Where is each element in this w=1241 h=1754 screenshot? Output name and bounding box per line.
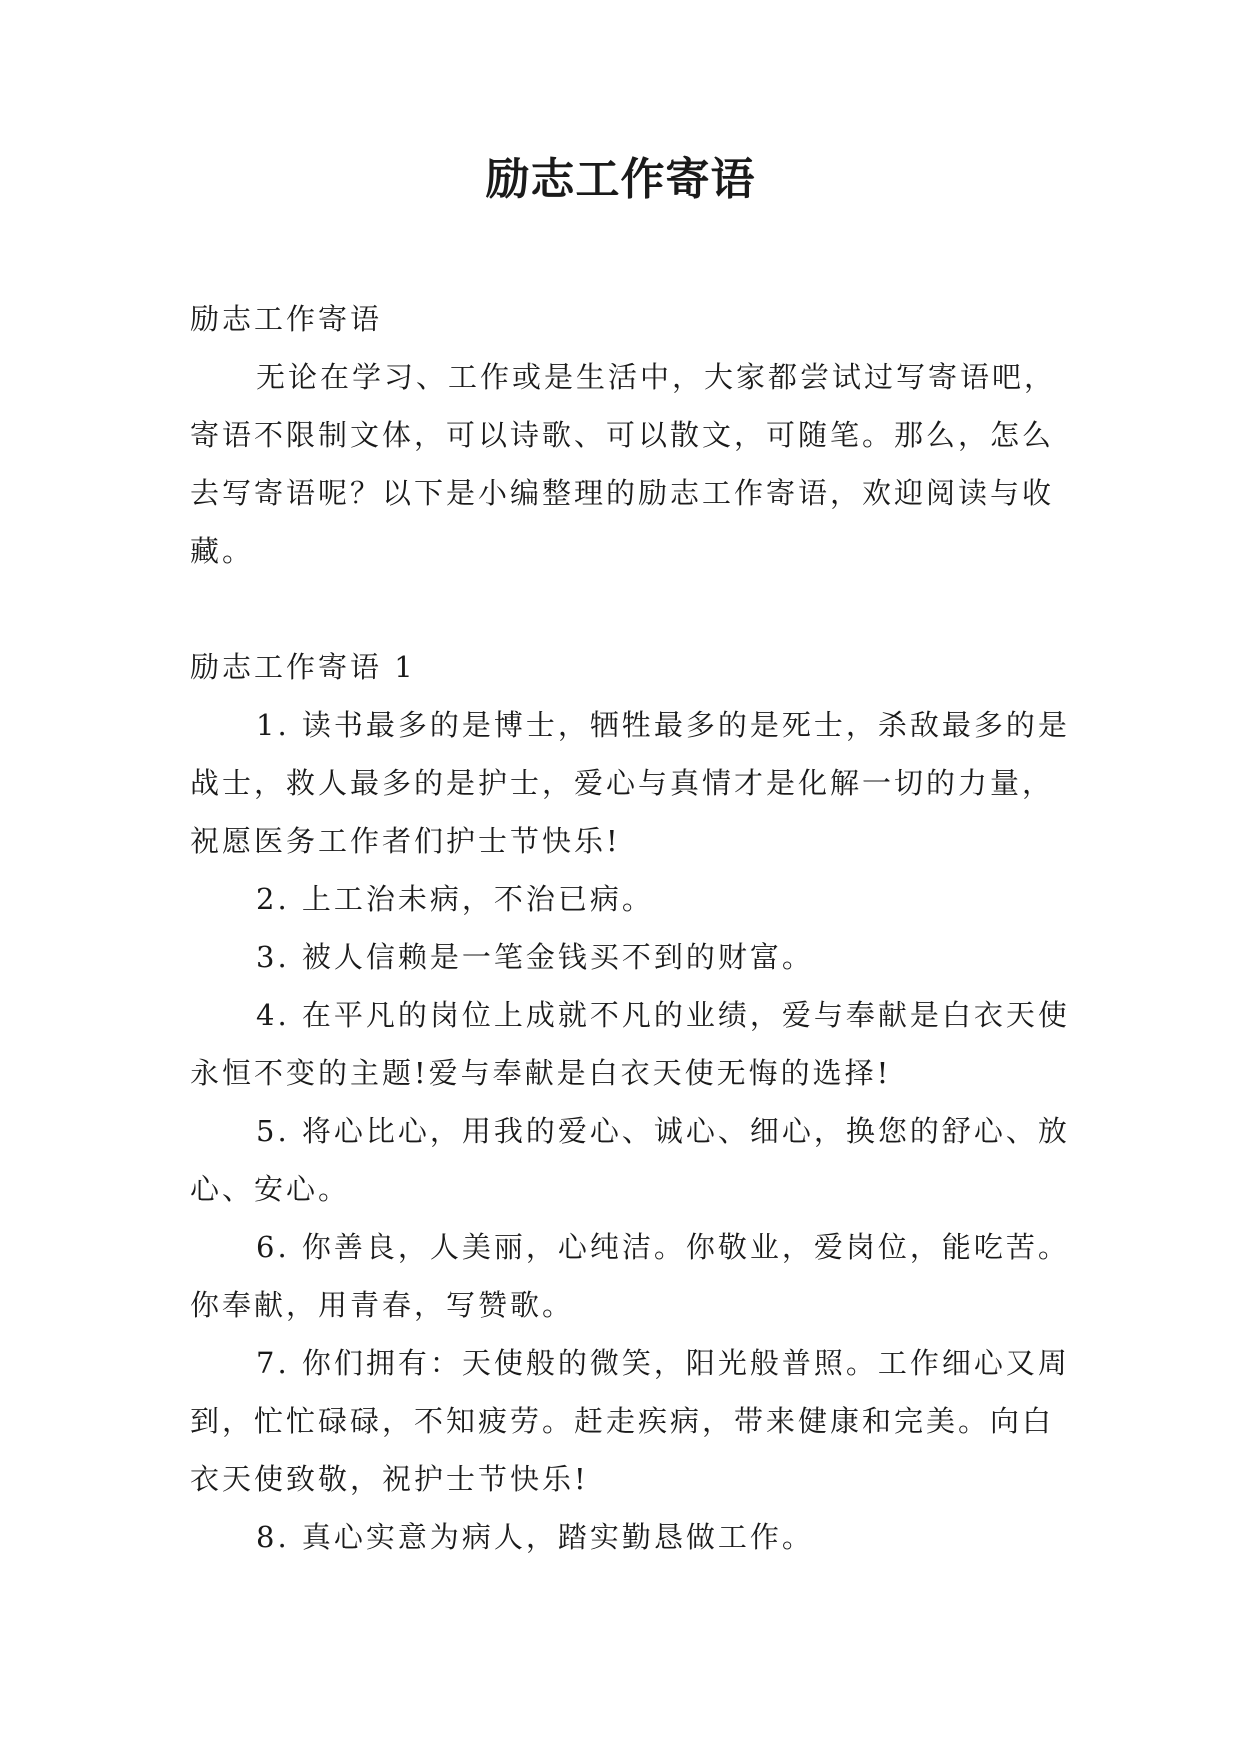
list-item: 1. 读书最多的是博士，牺牲最多的是死士，杀敌最多的是战士，救人最多的是护士，爱心与真情才是化解一切的力量，祝愿医务工作者们护士节快乐!: [190, 708, 1070, 858]
list-item: 4. 在平凡的岗位上成就不凡的业绩，爱与奉献是白衣天使永恒不变的主题!爱与奉献是白衣天使无悔的选择!: [190, 998, 1070, 1090]
subtitle: 励志工作寄语: [190, 302, 383, 336]
list-item: 2. 上工治未病，不治已病。: [256, 882, 654, 916]
document-body: [190, 290, 1070, 1566]
list-item: 3. 被人信赖是一笔金钱买不到的财富。: [256, 940, 814, 974]
intro-paragraph: 无论在学习、工作或是生活中，大家都尝试过写寄语吧，寄语不限制文体，可以诗歌、可以散文，可随笔。那么，怎么去写寄语呢？以下是小编整理的励志工作寄语，欢迎阅读与收藏。: [190, 360, 1057, 568]
list-item: 7. 你们拥有：天使般的微笑，阳光般普照。工作细心又周到，忙忙碌碌，不知疲劳。赶走疾病，带来健康和完美。向白衣天使致敬，祝护士节快乐!: [190, 1346, 1070, 1496]
section-heading: 励志工作寄语 1: [190, 650, 416, 684]
document-title: 励志工作寄语: [485, 154, 756, 205]
list-item: 8. 真心实意为病人，踏实勤恳做工作。: [256, 1520, 814, 1554]
list-item: 6. 你善良，人美丽，心纯洁。你敬业，爱岗位，能吃苦。你奉献，用青春，写赞歌。: [190, 1230, 1070, 1322]
list-item: 5. 将心比心，用我的爱心、诚心、细心，换您的舒心、放心、安心。: [190, 1114, 1070, 1206]
